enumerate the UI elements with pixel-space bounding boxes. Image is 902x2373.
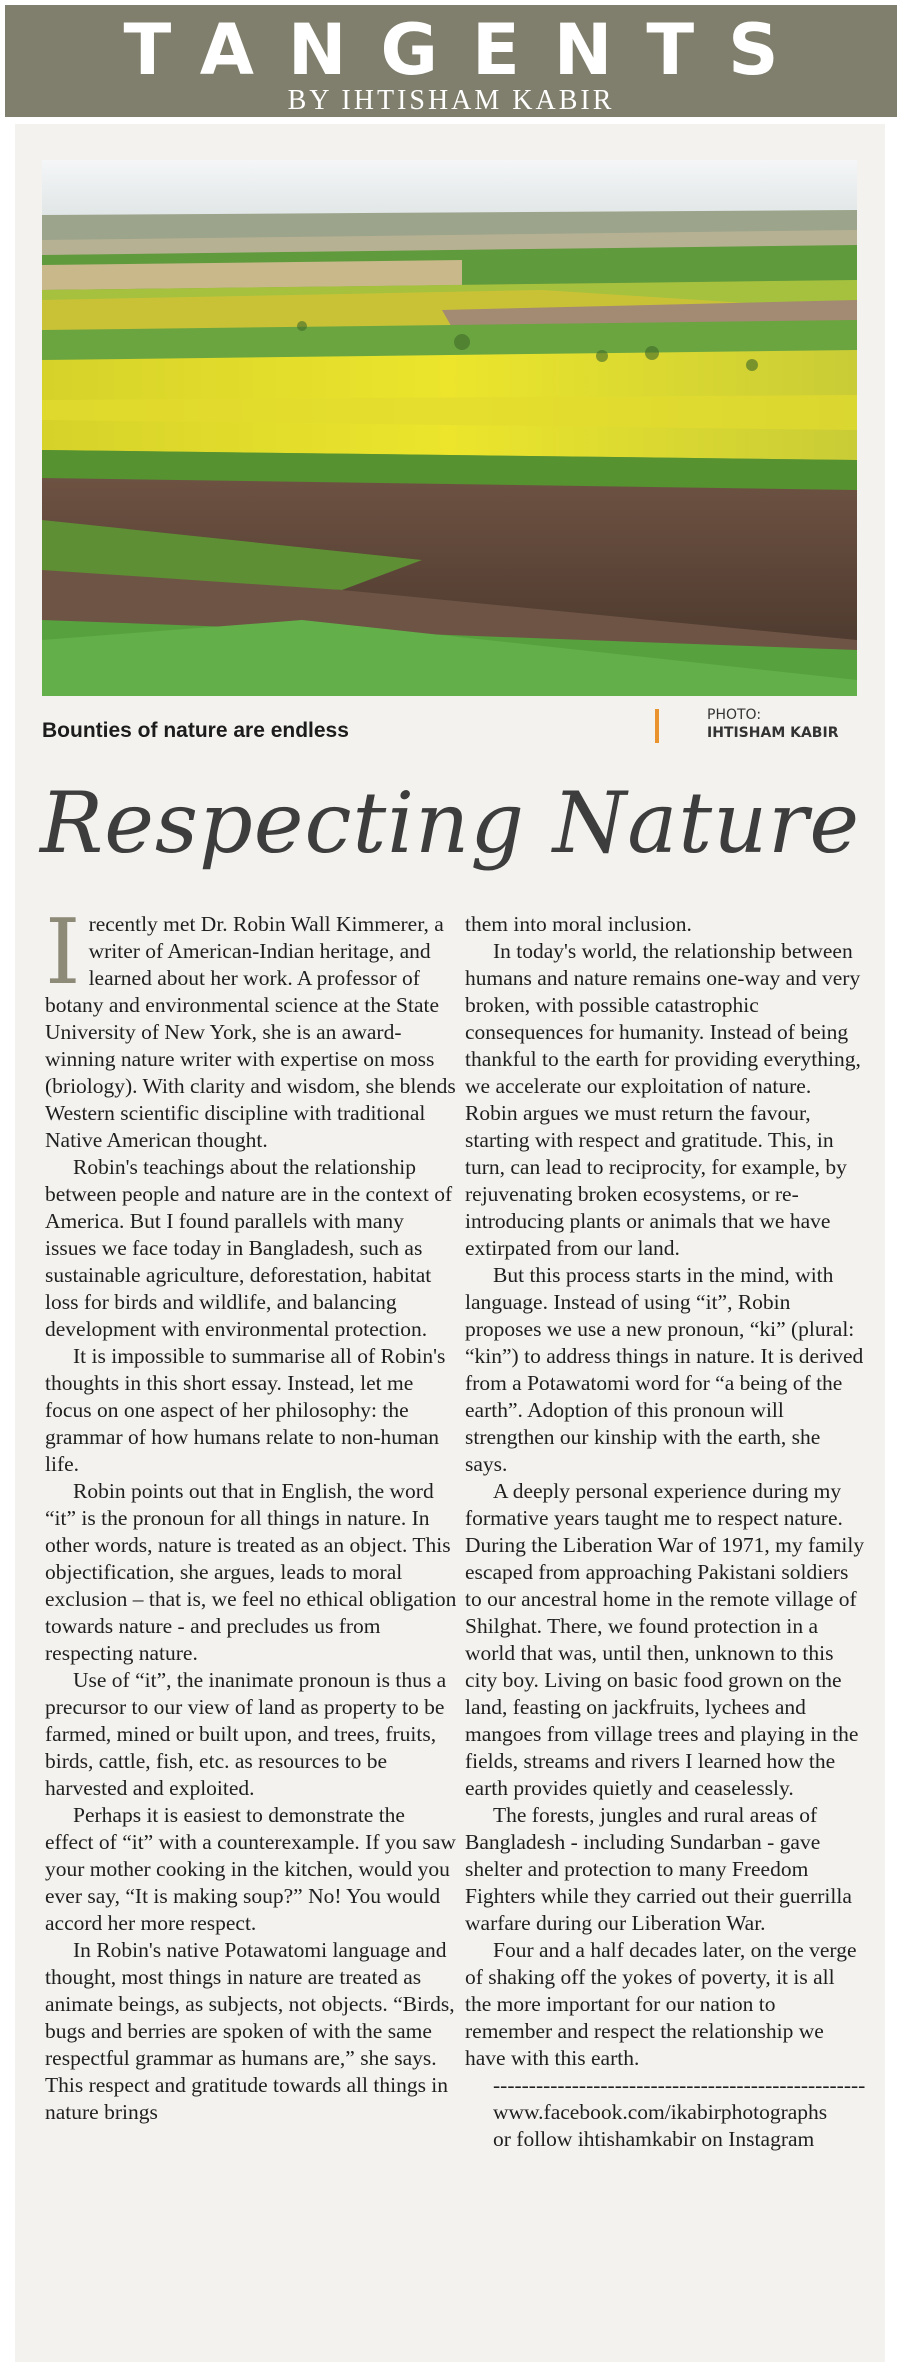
facebook-link[interactable]: www.facebook.com/ikabirphotographs	[493, 2100, 828, 2124]
landscape-photo	[42, 160, 857, 696]
photo-credit	[707, 706, 838, 742]
drop-cap: I	[45, 900, 81, 1005]
paragraph: It is impossible to summarise all of Robin's thoughts in this short essay. Instead, let me focus on one aspect of her philosophy: the grammar of how humans relate to non-human life.	[45, 1344, 446, 1476]
masthead	[5, 5, 897, 117]
paragraph: Four and a half decades later, on the verge of shaking off the yokes of poverty, it is all the more important for our nation to remember and respect the relationship we have with this earth.	[465, 1938, 857, 2070]
paragraph: In today's world, the relationship between humans and nature remains one-way and very broken, with possible catastrophic consequences for humanity. Instead of being thankful to the earth for providing everything, we accelerate our exploitation of nature. Robin argues we must return the favour, starting with respect and gratitude. This, in turn, can lead to reciprocity, for example, by rejuvenating broken ecosystems, or re-introducing plants or animals that we have extirpated from our land.	[465, 939, 861, 1260]
paragraph: them into moral inclusion.	[465, 912, 692, 936]
credit-divider	[655, 709, 659, 743]
paragraph: recently met Dr. Robin Wall Kimmerer, a writer of American-Indian heritage, and learned about her work. A professor of botany and environmental science at the State University of New York, she is an award-winning nature writer with expertise on moss (briology). With clarity and wisdom, she blends Western scientific discipline with traditional Native American thought.	[45, 912, 456, 1152]
paragraph: Perhaps it is easiest to demonstrate the effect of “it” with a counterexample. If you saw your mother cooking in the kitchen, would you ever say, “It is making soup?” No! You would accord her more respect.	[45, 1803, 456, 1935]
paragraph: In Robin's native Potawatomi language and thought, most things in nature are treated as animate beings, as subjects, not objects. “Birds, bugs and berries are spoken of with the same respectful grammar as humans are,” she says. This respect and gratitude towards all things in nature brings	[45, 1938, 455, 2124]
paragraph: Use of “it”, the inanimate pronoun is thus a precursor to our view of land as property to be farmed, mined or built upon, and trees, fruits, birds, cattle, fish, etc. as resources to be harvested and exploited.	[45, 1668, 447, 1800]
credit-name: IHTISHAM KABIR	[707, 725, 839, 741]
paragraph: A deeply personal experience during my formative years taught me to respect nature. During the Liberation War of 1971, my family escaped from approaching Pakistani soldiers to our ancestral home in the remote village of Shilghat. There, we found protection in a world that was, until then, unknown to this city boy. Living on basic food grown on the land, feasting on jackfruits, lychees and mangoes from village trees and playing in the fields, streams and rivers I learned how the earth provides quietly and ceaselessly.	[465, 1479, 865, 1800]
footer-divider: ----------------------------------------------------	[493, 2073, 865, 2097]
column-title: TANGENTS	[123, 9, 813, 91]
article-column-left	[45, 900, 457, 2126]
paragraph: But this process starts in the mind, with language. Instead of using “it”, Robin proposes we use a new pronoun, “ki” (plural: “kin”) to address things in nature. It is derived from a Potawatomi word for “a being of the earth”. Adoption of this pronoun will strengthen our kinship with the earth, she says.	[465, 1263, 864, 1476]
paragraph: The forests, jungles and rural areas of Bangladesh - including Sundarban - gave shelter and protection to many Freedom Fighters while they carried out their guerrilla warfare during our Liberation War.	[465, 1803, 852, 1935]
photo-caption: Bounties of nature are endless	[42, 719, 349, 742]
article-column-right	[465, 911, 865, 2153]
article-headline: Respecting Nature	[39, 774, 861, 872]
instagram-note: or follow ihtishamkabir on Instagram	[493, 2127, 815, 2151]
column-byline: BY IHTISHAM KABIR	[287, 85, 615, 116]
paragraph: Robin points out that in English, the word “it” is the pronoun for all things in nature. In other words, nature is treated as an object. This objectification, she argues, leads to moral exclusion – that is, we feel no ethical obligation towards nature - and precludes us from respecting nature.	[45, 1479, 457, 1665]
credit-label: PHOTO:	[707, 707, 762, 723]
paragraph: Robin's teachings about the relationship between people and nature are in the context of America. But I found parallels with many issues we face today in Bangladesh, such as sustainable agriculture, deforestation, habitat loss for birds and wildlife, and balancing development with environmental protection.	[45, 1155, 453, 1341]
article-card	[15, 124, 885, 2362]
